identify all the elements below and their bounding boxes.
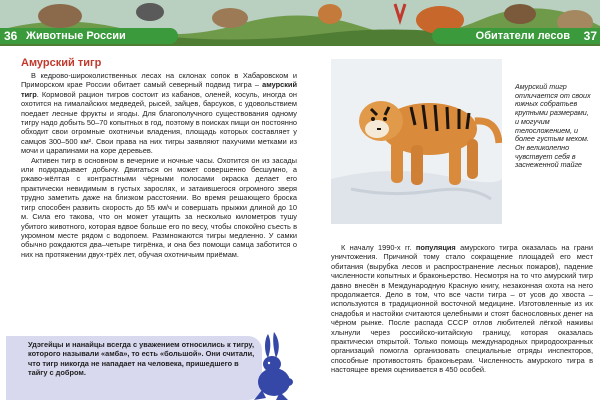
paragraph-1: В кедрово-широколиственных лесах на склонах сопок в Хабаровском и Приморском крае России обитает самый северный подвид тигра – амурский тигр. Кормовой рацион тигров состоит из кабанов, оленей, косуль, иногда он охотится на гималайских медведей, рысей, зайцев, барсуков, с удовольствием поедает лесные фрукты и ягоды. Для благополучного существования одному тигру надо добыть 50–70 копытных в год, поэтому в поисках пищи он постоянно обходит свои огромные охотничьи владения, площадь которых составляет у самцов 300–500 км². Свои права на них тигры заявляют пахучими метками из мочи и царапинами на коре деревьев. xyxy=(21,71,298,156)
fact-box-text: Удэгейцы и нанайцы всегда с уважением относились к тигру, которого называли «амба», то есть «большой». Они считали, что тигр никогда не нападает на человека, пришедшего в тайгу с добром. xyxy=(28,340,255,377)
term-population: популяция xyxy=(415,243,456,252)
article-title: Амурский тигр xyxy=(21,57,102,69)
section-bar-right xyxy=(432,28,600,44)
hare-icon xyxy=(246,330,300,402)
term-amur-tiger: амурский тигр xyxy=(21,80,297,99)
paragraph-3: К началу 1990-х гг. популяция амурского тигра оказалась на грани уничтожения. Причиной тому стало сокращение площадей его мест обитания (вырубка лесов и распространение лесных пожаров), падение численности копытных и браконьерство. Несмотря на то что амурский тигр давно внесён в Международную Красную книгу, незаконная охота на него продолжается. Дело в том, что все части тигра – от усов до хвоста – используются в традиционной восточной медицине. Изготовленные из их снадобья и настойки считаются целебными и стоят баснословных денег на чёрном рынке. После распада СССР отлов любителей лёгкой наживы хлынули через российско-китайскую границу, которая оказалась практически открытой. Только помощь международных природоохранных организаций помогла организовать специальные отряды инспекторов, способные противостоять браконьерам. Численность амурского тигра в настоящее время оценивается в 450 особей. xyxy=(331,243,594,375)
section-bar-left xyxy=(0,28,178,44)
page-header xyxy=(0,0,600,46)
page-number-right: 37 xyxy=(583,29,597,43)
section-title-left: Животные России xyxy=(26,30,126,42)
article-body-left xyxy=(21,71,297,259)
page-number-left: 36 xyxy=(4,29,18,43)
photo-caption: Амурский тигр отличается от своих южных собратьев крупными размерами, и могучим телосложением, и более густым мехом. Он великолепно чувствует себя в заснеженной тайге xyxy=(515,82,591,170)
paragraph-2: Активен тигр в основном в вечерние и ночные часы. Охотится он из засады или подкрадывает добычу. Двигаться он может совершенно бесшумно, а ржаво-жёлтая с контрастными чёрными полосами окраска делает его практически невидимым в густых зарослях, и затаившегося огромного зверя трудно заметить даже на близком расстоянии. Во время решающего броска тигр способен развить скорость до 55 км/ч и совершать прыжки длиной до 10 м. Сила его такова, что он может утащить за несколько километров тушу убитого животного, которая вдвое больше его по весу, чтобы спокойно съесть в укромном месте рядом с водопоем. Размножаются тигры медленно. У самки обычно рождаются два–четыре тигрёнка, и она без помощи самца заботится о них на протяжении двух-трёх лет, обучая охотничьим приёмам. xyxy=(21,155,297,259)
tiger-photo xyxy=(331,59,502,224)
article-body-right xyxy=(331,243,593,375)
section-title-right: Обитатели лесов xyxy=(475,30,570,42)
